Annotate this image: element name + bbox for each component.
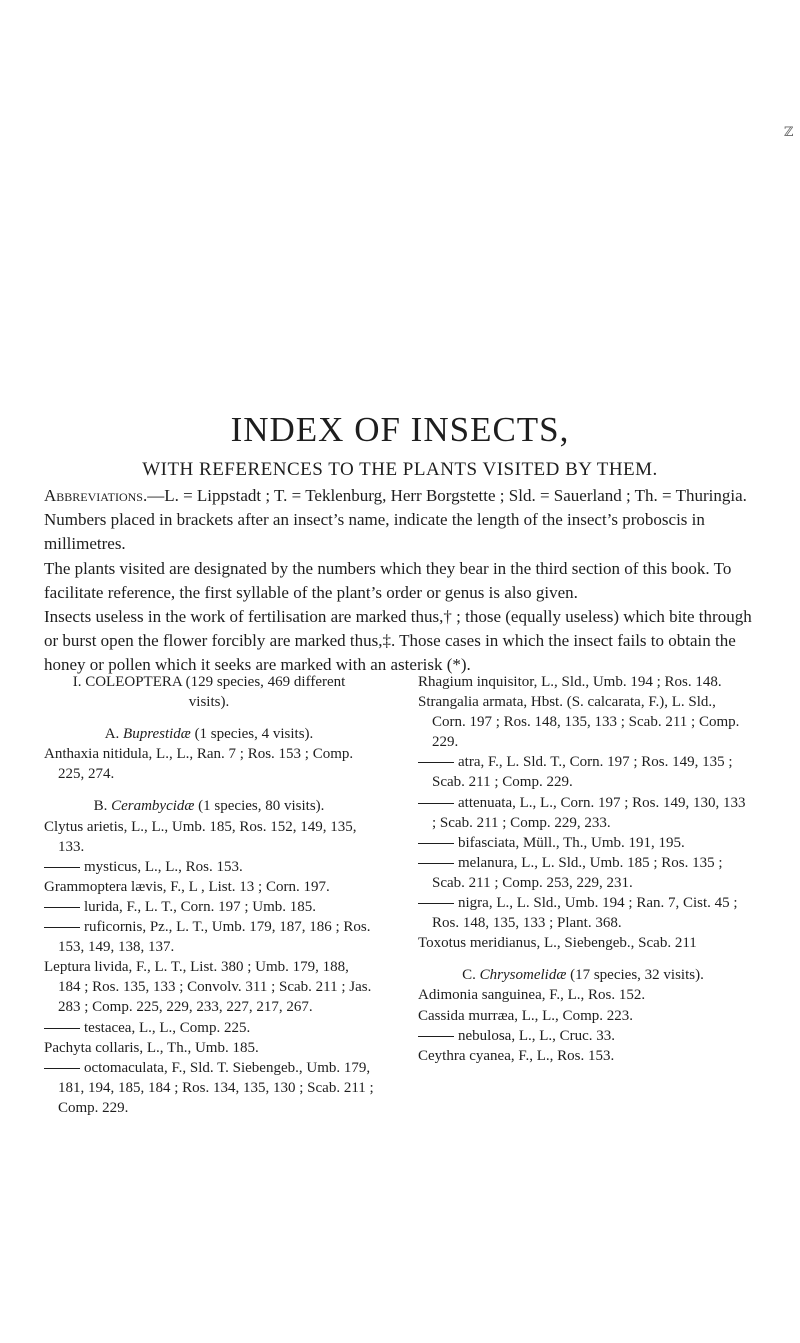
ditto-dash xyxy=(418,1036,454,1037)
index-entry: Leptura livida, F., L. T., List. 380 ; Umb. 179, 188, 184 ; Ros. 135, 133 ; Convolv. 311 ; Scab. 211 ; Jas. 283 ; Comp. 225, 229, 233, 227, 217, 267. xyxy=(44,959,372,1016)
index-entry xyxy=(418,1026,748,1046)
family-name: Chrysomelidæ xyxy=(479,967,567,984)
intro-paragraph-3: The plants visited are designated by the numbers which they bear in the third section of this book. To facilitate reference, the first syllable of the plant’s order or genus is also given. xyxy=(44,558,732,602)
entry-text: octomaculata, F., Sld. T. Siebengeb., Umb. 179, 181, 194, 185, 184 ; Ros. 134, 135, 130 ; Scab. 211 ; Comp. 229. xyxy=(58,1059,374,1116)
family-label: B. xyxy=(93,798,108,815)
intro-section xyxy=(44,484,764,678)
entry-text: melanura, L., L. Sld., Umb. 185 ; Ros. 135 ; Scab. 211 ; Comp. 253, 229, 231. xyxy=(432,854,723,891)
index-entry: Pachyta collaris, L., Th., Umb. 185. xyxy=(44,1039,259,1056)
abbreviations-paragraph xyxy=(44,484,764,508)
family-name: Buprestidæ xyxy=(123,726,191,743)
index-entry xyxy=(44,917,374,957)
entry-text: lurida, F., L. T., Corn. 197 ; Umb. 185. xyxy=(84,898,316,915)
family-name: Cerambycidæ xyxy=(111,798,195,815)
ditto-dash xyxy=(44,1028,80,1029)
index-entry xyxy=(44,1058,374,1118)
entry-text: bifasciata, Müll., Th., Umb. 191, 195. xyxy=(458,834,685,851)
family-count: (1 species, 4 visits). xyxy=(194,726,314,743)
corner-mark: ℤ xyxy=(784,124,794,139)
index-entry: Toxotus meridianus, L., Siebengeb., Scab. 211 xyxy=(418,935,697,952)
entry-text: testacea, L., L., Comp. 225. xyxy=(84,1019,251,1036)
ditto-dash xyxy=(418,843,454,844)
abbreviations-heading: Abbreviations. xyxy=(44,486,148,505)
ditto-dash xyxy=(418,762,454,763)
family-count: (1 species, 80 visits). xyxy=(198,798,325,815)
order-heading: I. COLEOPTERA (129 species, 469 different visits). xyxy=(72,674,346,711)
entry-text: nigra, L., L. Sld., Umb. 194 ; Ran. 7, Cist. 45 ; Ros. 148, 135, 133 ; Plant. 368. xyxy=(432,895,738,932)
index-entry: Rhagium inquisitor, L., Sld., Umb. 194 ; Ros. 148. xyxy=(418,674,722,690)
entry-text: nebulosa, L., L., Cruc. 33. xyxy=(458,1027,616,1044)
page-title: INDEX OF INSECTS, xyxy=(230,410,570,449)
ditto-dash xyxy=(44,927,80,928)
intro-paragraph-2: Numbers placed in brackets after an insect’s name, indicate the length of the insect’s proboscis in millimetres. xyxy=(44,510,705,554)
index-entry xyxy=(418,752,748,792)
entry-text: attenuata, L., L., Corn. 197 ; Ros. 149, 130, 133 ; Scab. 211 ; Comp. 229, 233. xyxy=(432,794,746,831)
index-entry: Adimonia sanguinea, F., L., Ros. 152. xyxy=(418,987,646,1004)
index-entry: Strangalia armata, Hbst. (S. calcarata, F.), L. Sld., Corn. 197 ; Ros. 148, 135, 133 ; Scab. 211 ; Comp. 229. xyxy=(418,694,740,751)
family-heading-a xyxy=(44,724,374,744)
index-entry: Clytus arietis, L., L., Umb. 185, Ros. 152, 149, 135, 133. xyxy=(44,818,357,855)
ditto-dash xyxy=(44,1068,80,1069)
page-subtitle: WITH REFERENCES TO THE PLANTS VISITED BY THEM. xyxy=(142,459,658,480)
right-column xyxy=(418,672,748,1066)
entry-text: ruficornis, Pz., L. T., Umb. 179, 187, 186 ; Ros. 153, 149, 138, 137. xyxy=(58,919,371,956)
index-entry: Ceythra cyanea, F., L., Ros. 153. xyxy=(418,1047,615,1064)
ditto-dash xyxy=(418,863,454,864)
index-entry xyxy=(418,793,748,833)
family-heading-b xyxy=(44,796,374,816)
family-label: C. xyxy=(462,967,476,984)
index-entry: Grammoptera lævis, F., L , List. 13 ; Corn. 197. xyxy=(44,878,330,895)
index-entry xyxy=(418,833,748,853)
index-entry: Anthaxia nitidula, L., L., Ran. 7 ; Ros. 153 ; Comp. 225, 274. xyxy=(44,746,354,783)
intro-paragraph-4: Insects useless in the work of fertilisation are marked thus,† ; those (equally useless) which bite through or burst open the flower forcibly are marked thus,‡. Those cases in which the insect fails to obtain the honey or pollen which it seeks are marked with an asterisk (*). xyxy=(44,607,752,675)
ditto-dash xyxy=(418,803,454,804)
abbreviations-text: —L. = Lippstadt ; T. = Teklenburg, Herr Borgstette ; Sld. = Sauerland ; Th. = Thuringia. xyxy=(147,486,747,505)
family-heading-c xyxy=(418,965,748,985)
index-entry xyxy=(44,897,374,917)
left-column xyxy=(44,672,374,1118)
entry-text: mysticus, L., L., Ros. 153. xyxy=(84,858,243,875)
entry-text: atra, F., L. Sld. T., Corn. 197 ; Ros. 149, 135 ; Scab. 211 ; Comp. 229. xyxy=(432,754,733,791)
index-entry xyxy=(44,857,374,877)
index-entry: Cassida murræa, L., L., Comp. 223. xyxy=(418,1007,633,1024)
index-entry xyxy=(44,1018,374,1038)
index-entry xyxy=(418,893,748,933)
ditto-dash xyxy=(418,903,454,904)
ditto-dash xyxy=(44,907,80,908)
ditto-dash xyxy=(44,867,80,868)
index-entry xyxy=(418,853,748,893)
family-label: A. xyxy=(104,726,120,743)
family-count: (17 species, 32 visits). xyxy=(570,967,704,984)
